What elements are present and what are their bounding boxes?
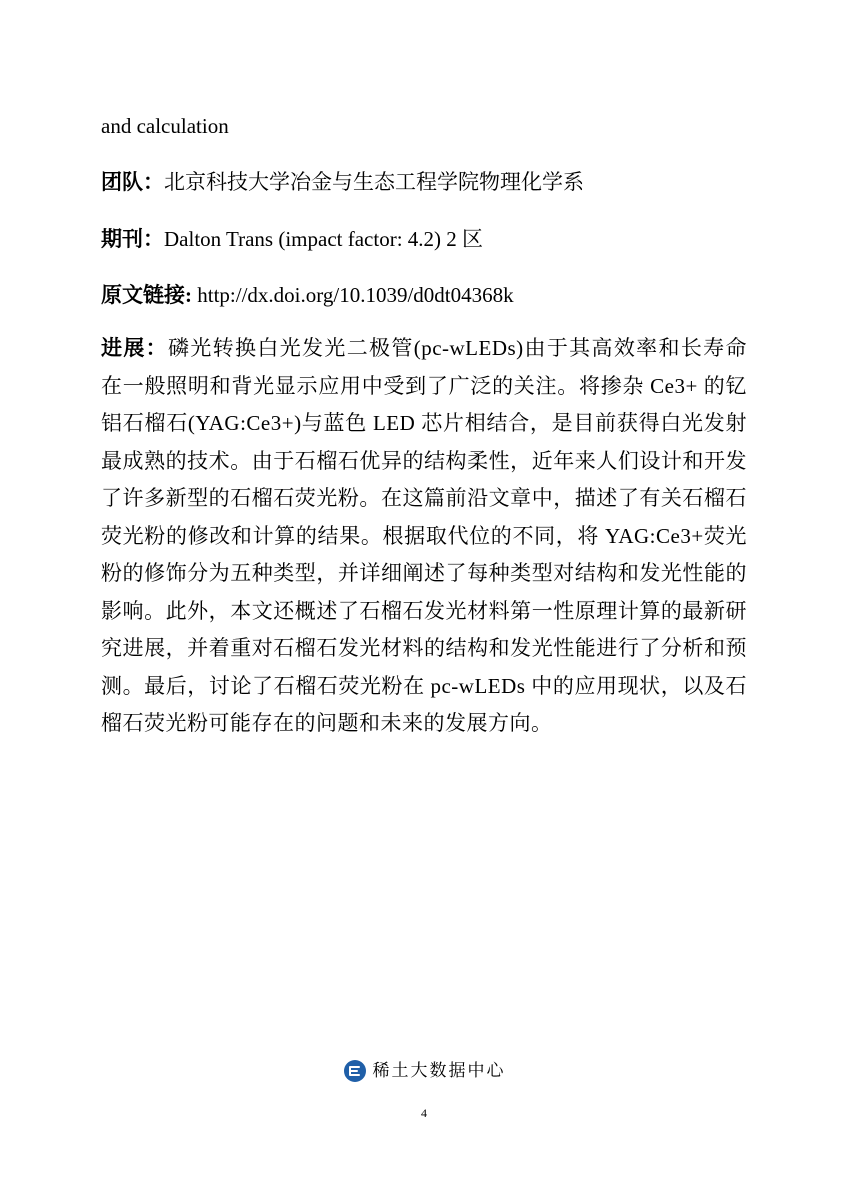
team-line — [101, 170, 584, 194]
link-line — [101, 283, 514, 307]
link-value[interactable]: http://dx.doi.org/10.1039/d0dt04368k — [192, 283, 514, 307]
footer-brand: 稀土大数据中心 — [372, 1061, 506, 1082]
continuation-text: and calculation — [101, 114, 229, 138]
journal-value: Dalton Trans (impact factor: 4.2) 2 区 — [164, 227, 484, 251]
page-number: 4 — [421, 1106, 427, 1120]
rare-earth-logo-icon — [343, 1059, 367, 1083]
team-value: 北京科技大学冶金与生态工程学院物理化学系 — [164, 170, 584, 194]
progress-label: 进展： — [101, 336, 169, 360]
journal-label: 期刊： — [101, 227, 164, 251]
progress-paragraph — [101, 330, 747, 743]
link-label: 原文链接: — [101, 283, 192, 307]
team-label: 团队： — [101, 170, 164, 194]
journal-line — [101, 227, 483, 251]
footer — [0, 1057, 848, 1084]
progress-text: 磷光转换白光发光二极管(pc-wLEDs)由于其高效率和长寿命在一般照明和背光显示应用中受到了广泛的关注。将掺杂 Ce3+ 的钇铝石榴石(YAG:Ce3+)与蓝色 LED 芯片相结合，是目前获得白光发射最成熟的技术。由于石榴石优异的结构柔性，近年来人们设计和开发了许多新型的石榴石荧光粉。在这篇前沿文章中，描述了有关石榴石荧光粉的修改和计算的结果。根据取代位的不同，将 YAG:Ce3+荧光粉的修饰分为五种类型，并详细阐述了每种类型对结构和发光性能的影响。此外，本文还概述了石榴石发光材料第一性原理计算的最新研究进展，并着重对石榴石发光材料的结构和发光性能进行了分析和预测。最后，讨论了石榴石荧光粉在 pc-wLEDs 中的应用现状，以及石榴石荧光粉可能存在的问题和未来的发展方向。 — [101, 336, 748, 735]
